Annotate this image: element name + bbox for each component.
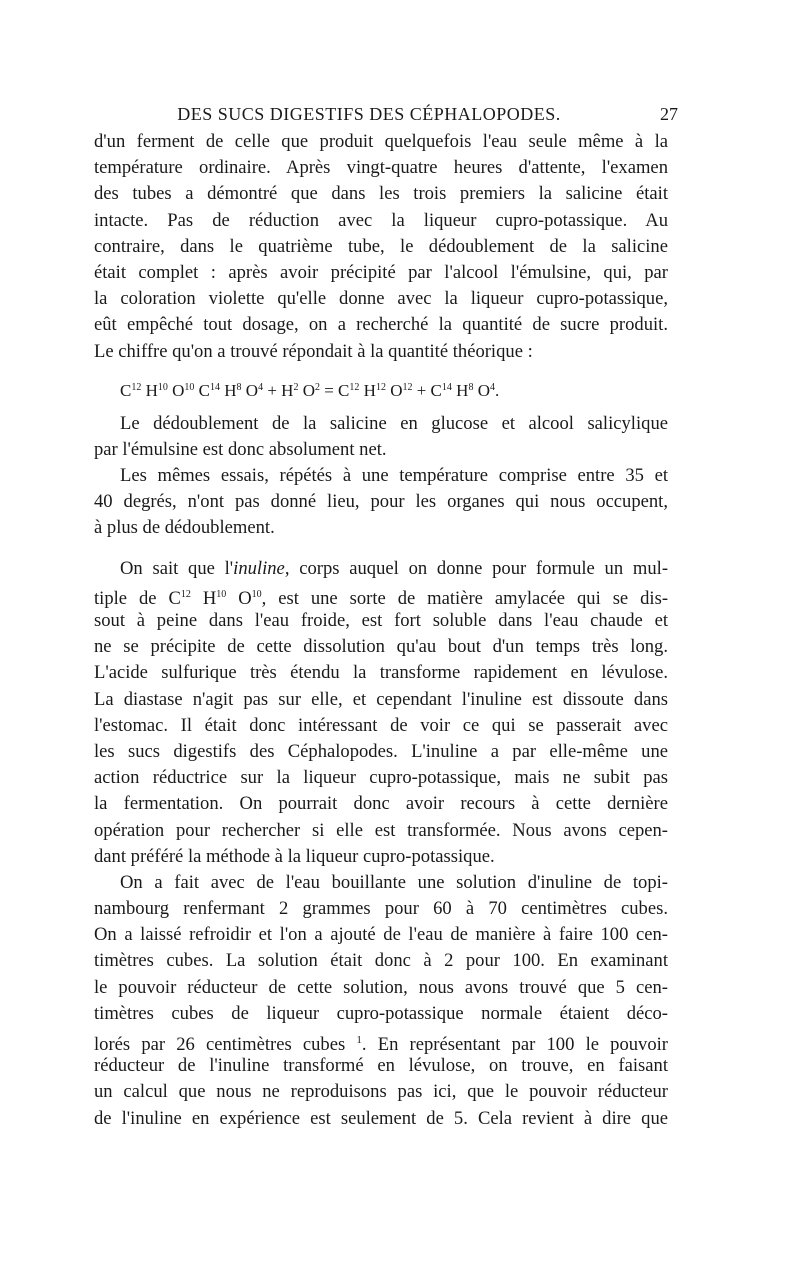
- section-gap: [94, 542, 668, 556]
- text-line: la fermentation. On pourrait donc avoir recours à cette dernière: [94, 793, 668, 815]
- text-line: Le dédoublement de la salicine en glucose et alcool salicylique: [120, 412, 668, 434]
- text-line: ne se précipite de cette dissolution qu'au bout d'un temps très long.: [94, 636, 668, 658]
- text-line: La diastase n'agit pas sur elle, et cependant l'inuline est dissoute dans: [94, 688, 668, 710]
- running-head: [94, 104, 684, 128]
- text-line: à plus de dédoublement.: [94, 517, 275, 539]
- text-line: Le chiffre qu'on a trouvé répondait à la quantité théorique :: [94, 340, 533, 362]
- text-line: Les mêmes essais, répétés à une température comprise entre 35 et: [120, 465, 668, 487]
- text-line: 40 degrés, n'ont pas donné lieu, pour les organes qui nous occupent,: [94, 491, 668, 513]
- text-line: tiple de $C^{12}$ $H^{10}$ $O^{10}$, est une sorte de matière amylacée qui se dis-: [94, 588, 669, 609]
- text-line: timètres cubes. La solution était donc à 2 pour 100. En examinant: [94, 950, 668, 972]
- text-line: réducteur de l'inuline transformé en lévulose, on trouve, en faisant: [94, 1055, 668, 1077]
- text-line: l'estomac. Il était donc intéressant de voir ce qui se passerait avec: [94, 714, 668, 736]
- text-line: lorés par 26 centimètres cubes $^1$. En représentant par 100 le pouvoir: [94, 1034, 668, 1055]
- body-text: [94, 129, 668, 1132]
- text-line: action réductrice sur la liqueur cupro-potassique, mais ne subit pas: [94, 767, 668, 789]
- text-line: le pouvoir réducteur de cette solution, nous avons trouvé que 5 cen-: [94, 976, 668, 998]
- text-line: opération pour rechercher si elle est transformée. Nous avons cepen-: [94, 819, 668, 841]
- text-line: était complet : après avoir précipité par l'alcool l'émulsine, qui, par: [94, 261, 668, 283]
- text-line: un calcul que nous ne reproduisons pas ici, que le pouvoir réducteur: [94, 1081, 668, 1103]
- text-line: eût empêché tout dosage, on a recherché la quantité de sucre produit.: [94, 314, 668, 336]
- page-number: 27: [660, 104, 678, 124]
- text-line: des tubes a démontré que dans les trois premiers la salicine était: [94, 183, 668, 205]
- text-line: les sucs digestifs des Céphalopodes. L'inuline a par elle-même une: [94, 740, 668, 762]
- text-line: par l'émulsine est donc absolument net.: [94, 438, 387, 460]
- footnote-marker: 1: [356, 1034, 362, 1046]
- chemical-formula: $C^{12}$ $H^{10}$ $O^{10}$ $C^{14}$ $H^8$ $O^4 + H^2$ $O^2 = C^{12}$ $H^{12}$ $O^{12} + C^{14}$ $H^8$ $O^4$.: [120, 380, 500, 400]
- text-line: On a laissé refroidir et l'on a ajouté de l'eau de manière à faire 100 cen-: [94, 924, 668, 946]
- text-line: contraire, dans le quatrième tube, le dédoublement de la salicine: [94, 235, 668, 257]
- text-line: nambourg renfermant 2 grammes pour 60 à 70 centimètres cubes.: [94, 898, 668, 920]
- text-line: intacte. Pas de réduction avec la liqueur cupro-potassique. Au: [94, 209, 668, 231]
- text-line: température ordinaire. Après vingt-quatre heures d'attente, l'examen: [94, 157, 668, 179]
- text-line: timètres cubes de liqueur cupro-potassique normale étaient déco-: [94, 1002, 668, 1024]
- text-line: On a fait avec de l'eau bouillante une solution d'inuline de topi-: [120, 871, 668, 893]
- text-line: sout à peine dans l'eau froide, est fort soluble dans l'eau chaude et: [94, 610, 668, 631]
- text-line: On sait que l'inuline, corps auquel on donne pour formule un mul-: [120, 557, 669, 579]
- running-title: DES SUCS DIGESTIFS DES CÉPHALOPODES.: [177, 104, 561, 124]
- text-line: L'acide sulfurique très étendu la transforme rapidement en lévulose.: [94, 662, 668, 684]
- text-line: la coloration violette qu'elle donne avec la liqueur cupro-potassique,: [94, 288, 668, 310]
- text-line: dant préféré la méthode à la liqueur cupro-potassique.: [94, 845, 495, 867]
- text-line: d'un ferment de celle que produit quelquefois l'eau seule même à la: [94, 131, 668, 152]
- text-line: de l'inuline en expérience est seulement de 5. Cela revient à dire que: [94, 1107, 668, 1129]
